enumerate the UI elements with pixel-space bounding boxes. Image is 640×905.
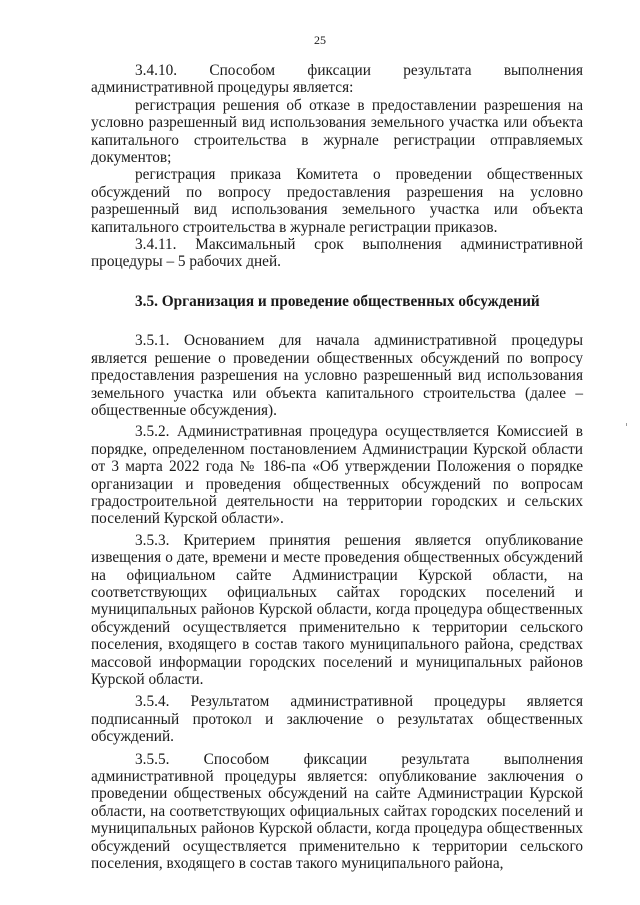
paragraph-3-5-2: 3.5.2. Административная процедура осуществляется Комиссией в порядке, определенном постановлением Администрации Курской области от 3 марта 2022 года № 186-па «Об утверждении Положения о порядке организации и проведения общественных обсуждений по вопросам градостроительной деятельности на территории городских и сельских поселений Курской области». — [91, 423, 583, 528]
scan-mark — [626, 423, 627, 426]
paragraph-3-4-10: 3.4.10. Способом фиксации результата выполнения административной процедуры является: — [91, 62, 583, 97]
page-number: 25 — [314, 33, 326, 47]
paragraph-3-4-10-item-b: регистрация приказа Комитета о проведении общественных обсуждений по вопросу предоставления разрешения на условно разрешенный вид использования земельного участка или объекта капитального строительства в журнале регистрации приказов. — [91, 166, 583, 236]
paragraph-3-5-3: 3.5.3. Критерием принятия решения является опубликование извещения о дате, времени и месте проведения общественных обсуждений на официальном сайте Администрации Курской области, на соответствующих официальных сайтах городских поселений и муниципальных районов Курской области, когда процедура общественных обсуждений осуществляется применительно к территории сельского поселения, входящего в состав такого муниципального района, средствах массовой информации городских поселений и муниципальных районов Курской области. — [91, 531, 583, 688]
paragraph-3-5-5: 3.5.5. Способом фиксации результата выполнения административной процедуры является: опубликование заключения о проведении общественых обсуждений на сайте Администрации Курской области, на соответствующих официальных сайтах городских поселений и муниципальных районов Курской области, когда процедура общественных обсуждений осуществляется применительно к территории сельского поселения, входящего в состав такого муниципального района, — [91, 750, 583, 873]
paragraph-3-4-10-item-a: регистрация решения об отказе в предоставлении разрешения на условно разрешенный вид использования земельного участка или объекта капитального строительства в журнале регистрации отправляемых документов; — [91, 96, 583, 167]
paragraph-3-5-4: 3.5.4. Результатом административной процедуры является подписанный протокол и заключение о результатах общественных обсуждений. — [91, 693, 583, 746]
paragraph-3-4-11: 3.4.11. Максимальный срок выполнения административной процедуры – 5 рабочих дней. — [91, 236, 583, 271]
paragraph-3-5-1: 3.5.1. Основанием для начала административной процедуры является решение о проведении общественных обсуждений по вопросу предоставления разрешения на условно разрешенный вид использования земельного участка или объекта капитального строительства (далее – общественные обсуждения). — [91, 332, 583, 419]
document-body — [91, 62, 583, 872]
section-heading-3-5: 3.5. Организация и проведение общественных обсуждений — [135, 292, 540, 310]
